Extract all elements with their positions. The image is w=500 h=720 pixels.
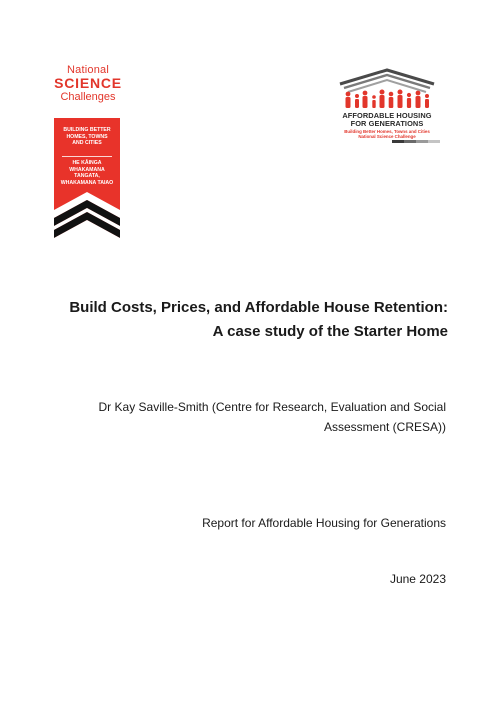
building-better-mi-line: WHAKAMANA xyxy=(69,166,105,173)
report-author xyxy=(40,397,446,437)
affordable-housing-title xyxy=(334,112,440,128)
banner-divider xyxy=(62,156,112,157)
color-strip-icon xyxy=(392,140,440,143)
building-better-en-line: HOMES, TOWNS xyxy=(66,133,108,140)
building-better-mi-line: WHAKAMANA TAIAO xyxy=(60,179,114,186)
ahg-title-line: AFFORDABLE HOUSING xyxy=(342,111,432,120)
report-author-line2: Assessment (CRESA)) xyxy=(323,420,446,434)
nsc-logo-line3: Challenges xyxy=(60,91,116,103)
affordable-housing-subtitle xyxy=(334,129,440,139)
building-better-en-line: AND CITIES xyxy=(72,140,102,147)
roof-chevrons-icon xyxy=(54,190,120,248)
building-better-banner-logo xyxy=(54,118,120,248)
ahg-subtitle-line: National Science Challenge xyxy=(358,134,416,139)
ahg-title-line: FOR GENERATIONS xyxy=(350,119,424,128)
building-better-english-text xyxy=(54,127,120,147)
building-better-en-line: BUILDING BETTER xyxy=(63,127,111,133)
building-better-mi-line: HE KĀINGA xyxy=(72,160,102,166)
report-title-line2: A case study of the Starter Home xyxy=(212,323,448,340)
report-title-line1: Build Costs, Prices, and Affordable House Retention: xyxy=(69,299,448,316)
nsc-logo-line1: National xyxy=(67,64,109,76)
building-better-mi-line: TANGATA, xyxy=(74,173,100,180)
report-author-line1: Dr Kay Saville-Smith (Centre for Research, Evaluation and Social xyxy=(98,400,446,414)
ahg-subtitle-line: Building Better Homes, Towns and Cities xyxy=(344,129,430,134)
report-for-line: Report for Affordable Housing for Generations xyxy=(202,516,446,530)
nsc-logo-line2: SCIENCE xyxy=(54,75,122,91)
building-better-maori-text xyxy=(54,160,120,186)
report-title xyxy=(40,296,448,344)
national-science-challenges-logo xyxy=(52,64,124,103)
report-date: June 2023 xyxy=(389,572,446,586)
affordable-housing-logo xyxy=(334,68,440,144)
house-with-people-icon xyxy=(334,68,440,112)
